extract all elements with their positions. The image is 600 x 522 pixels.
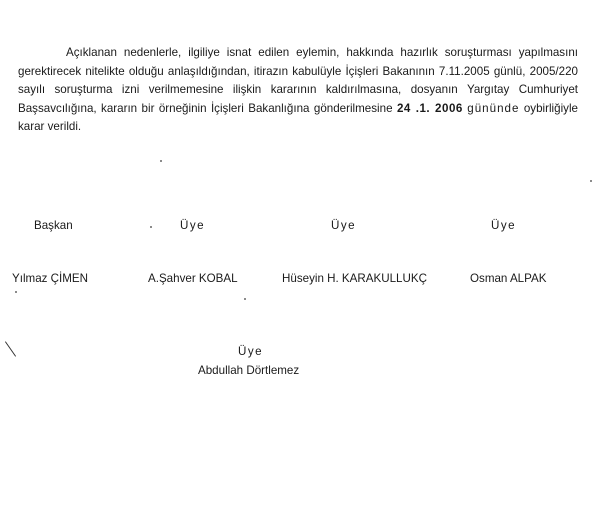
uye-title-1: Üye xyxy=(180,219,206,232)
decision-date: 24 .1. 2006 xyxy=(396,101,463,115)
member-name-1: Yılmaz ÇİMEN xyxy=(12,272,89,285)
paragraph-lead: Açıklanan nedenlerle, ilgiliye isnat edilen eylemin, hakkında hazırlık soruşturması yapılmasını gerektirecek nitelikte olduğu anlaşıldığından, itirazın kabulüyle İçişleri Bakanının 7.11.2005 günlü, 2005/220 sayılı soruşturma izni verilmemesine ilişkin kararının kaldırılmasına, dosyanın Yargıtay Cumhuriyet Başsavcılığına, kararın bir örneğinin İçişleri Bakanlığına gönderilmesine xyxy=(18,46,578,115)
uye-title-4: Üye xyxy=(238,345,264,358)
scan-speck xyxy=(160,160,162,162)
baskan-title: Başkan xyxy=(34,219,73,232)
member-name-5: Abdullah Dörtlemez xyxy=(198,364,300,377)
scan-speck xyxy=(15,291,17,293)
uye-title-2: Üye xyxy=(331,219,357,232)
scan-mark xyxy=(5,341,16,356)
uye-title-3: Üye xyxy=(491,219,517,232)
scan-speck xyxy=(244,298,246,300)
paragraph-gununde: gününde xyxy=(467,101,520,115)
member-name-4: Osman ALPAK xyxy=(470,272,547,285)
scan-speck xyxy=(150,226,152,228)
paragraph-tail: oybirliğiyle karar verildi. xyxy=(18,101,578,134)
member-name-3: Hüseyin H. KARAKULLUKÇ xyxy=(282,272,427,285)
scan-speck xyxy=(590,180,592,182)
decision-paragraph xyxy=(18,44,578,137)
member-name-2: A.Şahver KOBAL xyxy=(148,272,238,285)
